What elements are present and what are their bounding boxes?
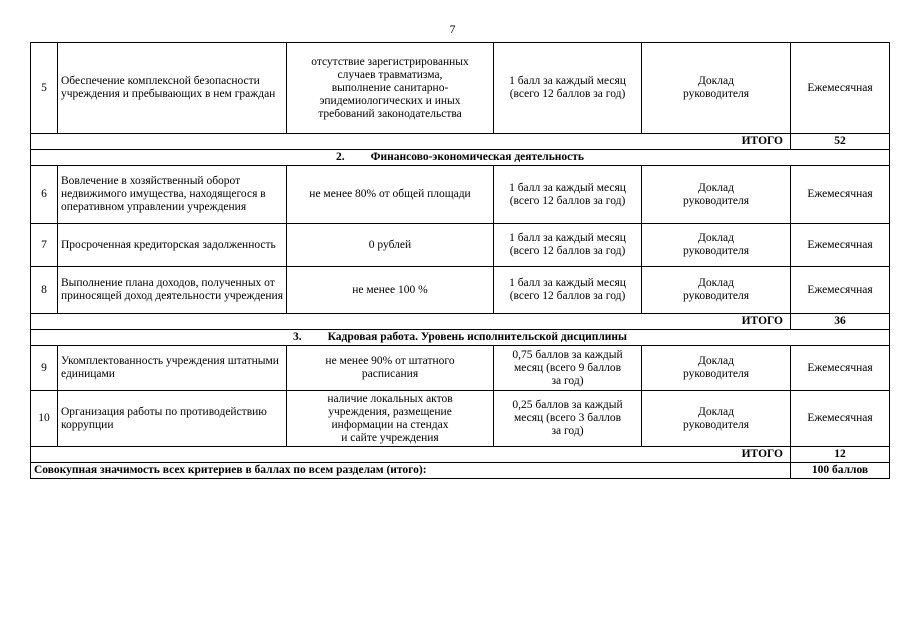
indicator-cell: отсутствие зарегистрированных случаев травматизма, выполнение санитарно- эпидемиологических и иных требований законодательства <box>287 43 494 134</box>
row-number: 8 <box>31 267 58 314</box>
source-cell: Доклад руководителя <box>642 43 791 134</box>
frequency-cell: Ежемесячная <box>791 166 890 224</box>
points-cell: 0,75 баллов за каждый месяц (всего 9 баллов за год) <box>494 346 642 391</box>
section-number: 3. <box>292 331 302 343</box>
section-header-row <box>31 150 890 166</box>
criterion-cell: Организация работы по противодействию коррупции <box>58 391 287 447</box>
row-number: 10 <box>31 391 58 447</box>
criterion-cell: Обеспечение комплексной безопасности учреждения и пребывающих в нем граждан <box>58 43 287 134</box>
points-cell: 1 балл за каждый месяц (всего 12 баллов за год) <box>494 267 642 314</box>
frequency-cell: Ежемесячная <box>791 267 890 314</box>
total-row <box>31 314 890 330</box>
row-number: 5 <box>31 43 58 134</box>
criteria-table <box>30 42 890 479</box>
source-cell: Доклад руководителя <box>642 267 791 314</box>
total-label: ИТОГО <box>31 447 791 463</box>
frequency-cell: Ежемесячная <box>791 43 890 134</box>
table-row <box>31 43 890 134</box>
source-cell: Доклад руководителя <box>642 224 791 267</box>
total-label: ИТОГО <box>31 314 791 330</box>
total-value: 52 <box>791 134 890 150</box>
source-cell: Доклад руководителя <box>642 391 791 447</box>
points-cell: 0,25 баллов за каждый месяц (всего 3 баллов за год) <box>494 391 642 447</box>
table-row <box>31 346 890 391</box>
criterion-cell: Вовлечение в хозяйственный оборот недвижимого имущества, находящегося в оперативном управлении учреждения <box>58 166 287 224</box>
indicator-cell: 0 рублей <box>287 224 494 267</box>
page-number: 7 <box>449 22 456 36</box>
frequency-cell: Ежемесячная <box>791 391 890 447</box>
grand-total-value: 100 баллов <box>791 463 890 479</box>
section-number: 2. <box>336 151 345 163</box>
total-row <box>31 134 890 150</box>
frequency-cell: Ежемесячная <box>791 346 890 391</box>
indicator-cell: не менее 90% от штатного расписания <box>287 346 494 391</box>
row-number: 6 <box>31 166 58 224</box>
source-cell: Доклад руководителя <box>642 346 791 391</box>
criterion-cell: Выполнение плана доходов, полученных от приносящей доход деятельности учреждения <box>58 267 287 314</box>
points-cell: 1 балл за каждый месяц (всего 12 баллов за год) <box>494 43 642 134</box>
table-row <box>31 267 890 314</box>
criterion-cell: Укомплектованность учреждения штатными единицами <box>58 346 287 391</box>
row-number: 7 <box>31 224 58 267</box>
total-row <box>31 447 890 463</box>
table-row <box>31 391 890 447</box>
indicator-cell: не менее 80% от общей площади <box>287 166 494 224</box>
grand-total-label: Совокупная значимость всех критериев в баллах по всем разделам (итого): <box>31 463 791 479</box>
section-name: Кадровая работа. Уровень исполнительской дисциплины <box>327 331 628 343</box>
total-value: 12 <box>791 447 890 463</box>
total-value: 36 <box>791 314 890 330</box>
row-number: 9 <box>31 346 58 391</box>
criterion-cell: Просроченная кредиторская задолженность <box>58 224 287 267</box>
points-cell: 1 балл за каждый месяц (всего 12 баллов за год) <box>494 166 642 224</box>
section-header-row <box>31 330 890 346</box>
table-row <box>31 224 890 267</box>
total-label: ИТОГО <box>31 134 791 150</box>
section-title <box>31 330 890 346</box>
grand-total-row <box>31 463 890 479</box>
frequency-cell: Ежемесячная <box>791 224 890 267</box>
section-title <box>31 150 890 166</box>
indicator-cell: не менее 100 % <box>287 267 494 314</box>
points-cell: 1 балл за каждый месяц (всего 12 баллов за год) <box>494 224 642 267</box>
indicator-cell: наличие локальных актов учреждения, размещение информации на стендах и сайте учреждения <box>287 391 494 447</box>
section-name: Финансово-экономическая деятельность <box>370 151 584 163</box>
table-row <box>31 166 890 224</box>
source-cell: Доклад руководителя <box>642 166 791 224</box>
